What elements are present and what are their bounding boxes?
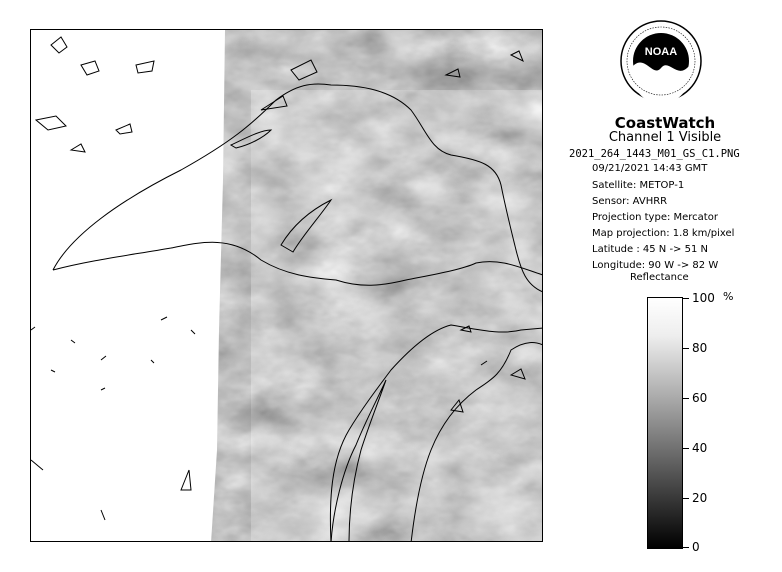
- tick-label: 60: [692, 391, 708, 405]
- map-projection: Map projection: 1.8 km/pixel: [592, 228, 735, 239]
- wisconsin-lakes: [31, 317, 195, 520]
- tick-mark: [683, 398, 689, 399]
- tick-label: 40: [692, 441, 708, 455]
- longitude: Longitude: 90 W -> 82 W: [592, 260, 719, 271]
- satellite-image-panel: [30, 29, 543, 542]
- legend-unit: %: [723, 290, 734, 303]
- canada-lakes-1: [36, 37, 154, 134]
- tick-mark: [683, 348, 689, 349]
- latitude: Latitude : 45 N -> 51 N: [592, 244, 708, 255]
- tick-mark: [683, 498, 689, 499]
- logo-text: NOAA: [644, 46, 678, 58]
- projection: Projection type: Mercator: [592, 212, 718, 223]
- filename: 2021_264_1443_M01_GS_C1.PNG: [569, 148, 740, 160]
- channel-label: Channel 1 Visible: [608, 130, 722, 145]
- tick-label: 0: [692, 540, 700, 554]
- tick-label: 100: [692, 291, 715, 305]
- sensor: Sensor: AVHRR: [592, 196, 668, 207]
- imagery-swath: [211, 30, 543, 542]
- map-svg: [31, 30, 543, 542]
- brand-title: CoastWatch: [614, 114, 716, 132]
- tick-label: 20: [692, 491, 708, 505]
- datetime: 09/21/2021 14:43 GMT: [592, 163, 708, 174]
- tick-mark: [683, 298, 689, 299]
- reflectance-colorbar: [647, 297, 683, 549]
- noaa-logo: [620, 20, 702, 102]
- satellite: Satellite: METOP-1: [592, 180, 685, 191]
- legend-title: Reflectance: [630, 272, 689, 283]
- tick-mark: [683, 448, 689, 449]
- tick-label: 80: [692, 341, 708, 355]
- tick-mark: [683, 547, 689, 548]
